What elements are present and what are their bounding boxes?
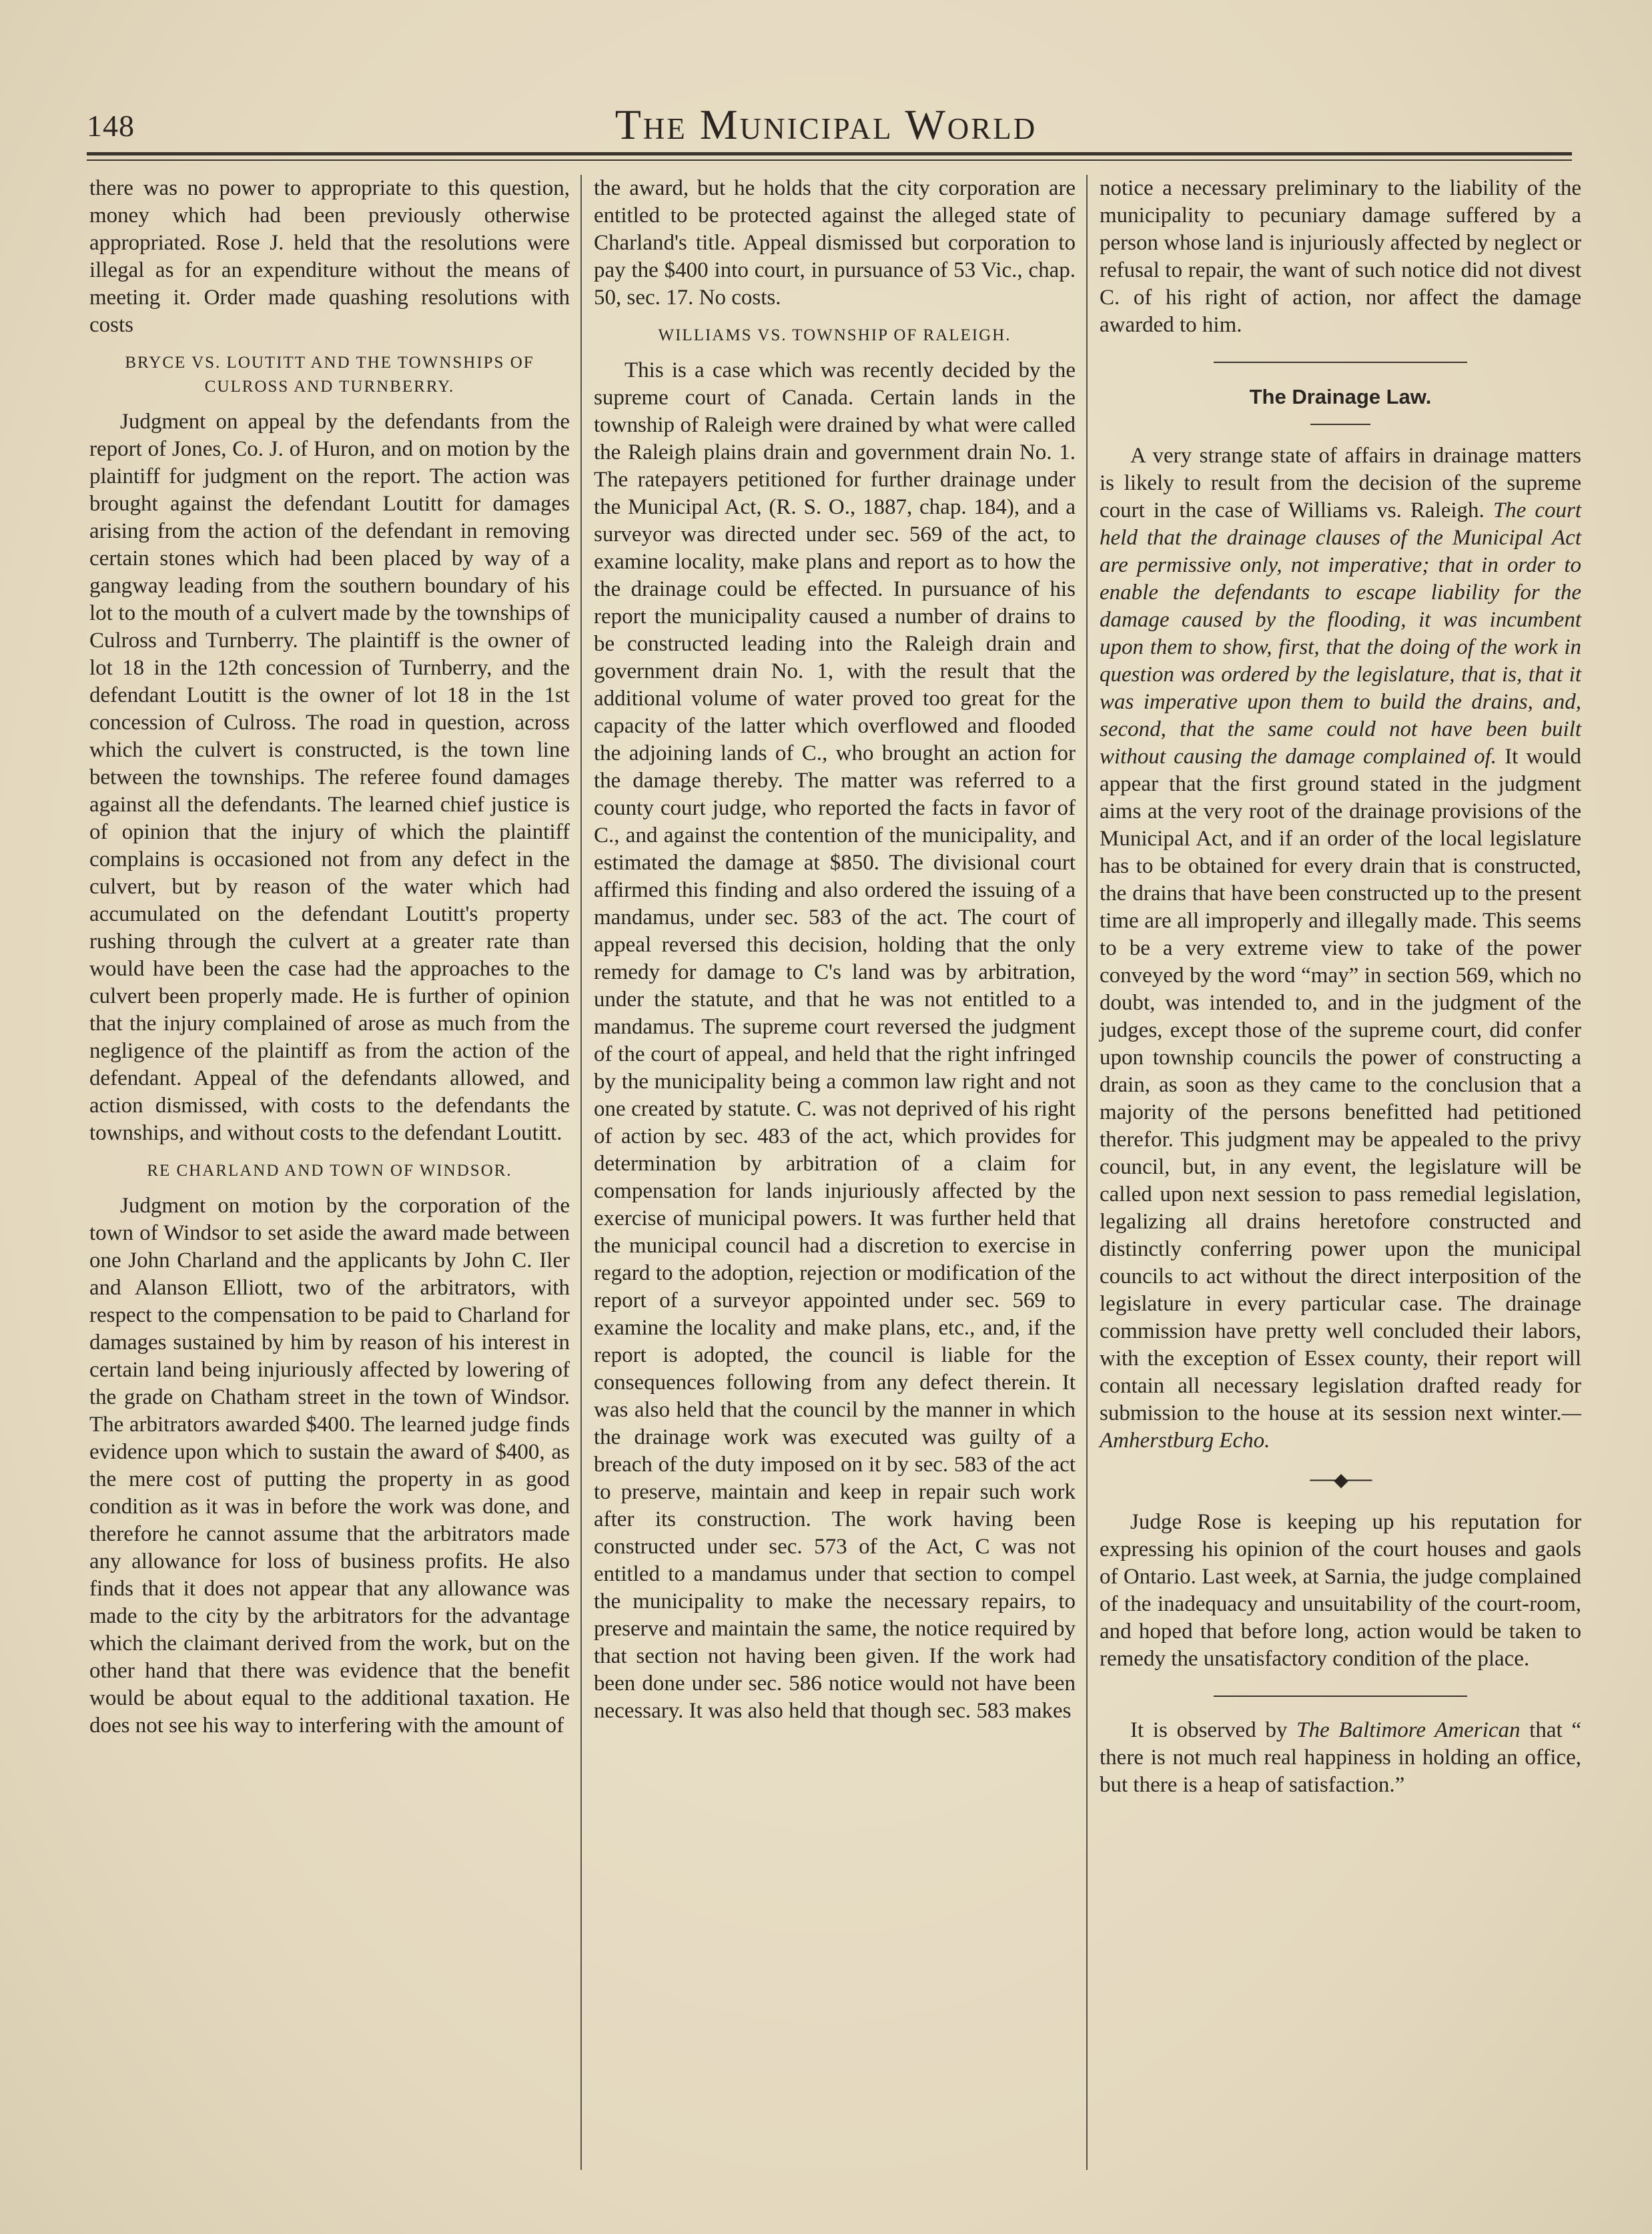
case-heading-re-charland: RE CHARLAND AND TOWN OF WINDSOR.: [147, 1162, 512, 1180]
article-paragraph-drainage: [1100, 442, 1581, 1455]
drainage-text-italic: The court held that the drainage clauses of the Municipal Act are permissive only, not imperative; that in order to enable the defendants to escape liability for the damage caused by the flooding, it was incumbent upon them to show, first, that the doing of the work in question was ordered by the legislature, that is, that it was imperative upon them to build the drains, and, second, that the same could not have been built without causing the damage complained of.: [1100, 498, 1581, 769]
baltimore-source: The Baltimore American: [1296, 1718, 1521, 1742]
article-paragraph-baltimore: [1100, 1717, 1581, 1799]
separator-rule-2: [1214, 1696, 1467, 1697]
case-heading-bryce-vs-loutitt: BRYCE VS. LOUTITT AND THE TOWNSHIPS OF CULROSS AND TURNBERRY.: [125, 354, 534, 396]
title-underline-rule: [1310, 424, 1370, 425]
article-title-drainage-law: The Drainage Law.: [1249, 385, 1432, 408]
header-rule-thick: [87, 152, 1572, 155]
drainage-text-start: A very strange state of affairs in drainage matters is likely to result from the decision of the supreme court in the case of Williams vs. Raleigh.: [1100, 444, 1581, 522]
case-heading-williams-vs-raleigh: WILLIAMS VS. TOWNSHIP OF RALEIGH.: [658, 326, 1011, 344]
column-3: [1100, 175, 1581, 2177]
column-divider-2: [1086, 175, 1088, 2170]
col2-paragraph-continued: the award, but he holds that the city corporation are entitled to be protected against the alleged state of Charland's title. Appeal dismissed but corporation to pay the $400 into court, in pursuance of 53 Vic., chap. 50, sec. 17. No costs.: [594, 176, 1076, 310]
case-paragraph-bryce: Judgment on appeal by the defendants from the report of Jones, Co. J. of Huron, and on motion by the plaintiff for judgment on the report. The action was brought against the defendant Loutitt for damages arising from the action of the defendant in removing certain stones which had been placed by way of a gangway leading from the southern boundary of his lot to the mouth of a culvert made by the townships of Culross and Turnberry. The plaintiff is the owner of lot 18 in the 12th concession of Turnberry, and the defendant Loutitt is the owner of lot 18 in the 1st concession of Culross. The road in question, across which the culvert is constructed, is the town line between the townships. The referee found damages against all the defendants. The learned chief justice is of opinion that the injury of which the plaintiff complains is occasioned not from any defect in the culvert, but by reason of the water which had accumulated on the defendant Loutitt's property rushing through the culvert at a greater rate than would have been the case had the approaches to the culvert been properly made. He is further of opinion that the injury complained of arose as much from the negligence of the plaintiff as from the action of the defendant. Appeal of the defendants allowed, and action dismissed, with costs to the defendants the townships, and without costs to the defendant Loutitt.: [89, 410, 570, 1145]
column-divider-1: [580, 175, 582, 2170]
case-paragraph-charland: Judgment on motion by the corporation of the town of Windsor to set aside the award made between one John Charland and the applicants by John C. Iler and Alanson Elliott, two of the arbitrators, with respect to the compensation to be paid to Charland for damages sustained by him by reason of his interest in certain land being injuriously affected by lowering of the grade on Chatham street in the town of Windsor. The arbitrators awarded $400. The learned judge finds evidence upon which to sustain the award of $400, as the mere cost of putting the property in as good condition as it was in before the work was done, and therefore he cannot assume that the arbitrators made any allowance for loss of business profits. He also finds that it does not appear that any allowance was made to the city by the arbitrators for the advantage which the claimant derived from the work, but on the other hand that there was evidence that the benefit would be about equal to the additional taxation. He does not see his way to interfering with the amount of: [89, 1194, 570, 1738]
baltimore-text-start: It is observed by: [1130, 1718, 1288, 1742]
col1-paragraph-continued: there was no power to appropriate to this question, money which had been previously otherwise appropriated. Rose J. held that the resolutions were illegal as for an expenditure without the means of meeting it. Order made quashing resolutions with costs: [89, 176, 570, 337]
page-number: 148: [87, 109, 135, 143]
separator-rule: [1214, 362, 1467, 363]
article-paragraph-judge-rose: Judge Rose is keeping up his reputation for expressing his opinion of the court houses and gaols of Ontario. Last week, at Sarnia, the judge complained of the inadequacy and unsuitability of the court-room, and hoped that before long, action would be taken to remedy the unsatisfactory condition of the place.: [1100, 1510, 1581, 1671]
column-1: [89, 175, 570, 2177]
column-2: [594, 175, 1076, 2177]
drainage-source: —Amherstburg Echo.: [1100, 1401, 1581, 1453]
journal-title: The Municipal World: [614, 101, 1038, 148]
baltimore-text-rest: that “ there is not much real happiness in holding an office, but there is a heap of satisfaction.”: [1100, 1718, 1582, 1797]
header-rule-thin: [87, 159, 1572, 161]
page-header: [87, 100, 1565, 148]
col3-paragraph-continued: notice a necessary preliminary to the liability of the municipality to pecuniary damage suffered by a person whose land is injuriously affected by neglect or refusal to repair, the want of such notice did not divest C. of his right of action, nor affect the damage awarded to him.: [1100, 176, 1581, 337]
section-ornament: ──◆──: [1310, 1470, 1371, 1491]
case-paragraph-williams: This is a case which was recently decided by the supreme court of Canada. Certain lands in the township of Raleigh were drained by what were called the Raleigh plains drain and government drain No. 1. The ratepayers petitioned for further drainage under the Municipal Act, (R. S. O., 1887, chap. 184), and a surveyor was directed under sec. 569 of the act, to examine locality, make plans and report as to how the the drainage could be effected. In pursuance of his report the municipality caused a number of drains to be constructed leading into the Raleigh drain and government drain No. 1, with the result that the additional volume of water proved too great for the capacity of the latter which overflowed and flooded the adjoining lands of C., who brought an action for the damage thereby. The matter was referred to a county court judge, who reported the facts in favor of C., and against the contention of the municipality, and estimated the damage at $850. The divisional court affirmed this finding and also ordered the issuing of a mandamus, under sec. 583 of the act. The court of appeal reversed this decision, holding that the only remedy for damage to C's land was by arbitration, under the statute, and that he was not entitled to a mandamus. The supreme court reversed the judgment of the court of appeal, and held that the right infringed by the municipality being a common law right and not one created by statute. C. was not deprived of his right of action by sec. 483 of the act, which provides for determination by arbitration of a claim for compensation for lands injuriously affected by the exercise of municipal powers. It was further held that the municipal council had a discretion to exercise in regard to the adoption, rejection or modification of the report of a surveyor appointed under sec. 569 to examine the locality and make plans, etc., and, if the report is adopted, the council is liable for the consequences following from any defect therein. It was also held that the council by the manner in which the drainage work was executed was guilty of a breach of the duty imposed on it by sec. 583 of the act to preserve, maintain and keep in repair such work after its construction. The work having been constructed under sec. 573 of the Act, C was not entitled to a mandamus under that section to compel the municipality to make the necessary repairs, to preserve and maintain the same, the notice required by that section not having been given. If the work had been done under sec. 586 notice would not have been necessary. It was also held that though sec. 583 makes: [594, 358, 1076, 1723]
drainage-text-rest: It would appear that the first ground stated in the judgment aims at the very root of the drainage provisions of the Municipal Act, and if an order of the local legislature has to be obtained for every drain that is constructed, the drains that have been constructed up to the present time are all improperly and illegally made. This seems to be a very extreme view to take of the power conveyed by the word “may” in section 569, which no doubt, was intended to, and in the judgment of the judges, except those of the supreme court, did confer upon township councils the power of constructing a drain, as soon as they came to the conclusion that a majority of the persons benefitted had petitioned therefor. This judgment may be appealed to the privy council, but, in any event, the legislature will be called upon next session to pass remedial legislation, legalizing all drains heretofore constructed and distinctly conferring power upon the municipal councils to act without the direct interposition of the legislature in every particular case. The drainage commission have pretty well concluded their labors, with the exception of Essex county, their report will contain all necessary legislation drafted ready for submission to the house at its session next winter.: [1100, 745, 1581, 1425]
